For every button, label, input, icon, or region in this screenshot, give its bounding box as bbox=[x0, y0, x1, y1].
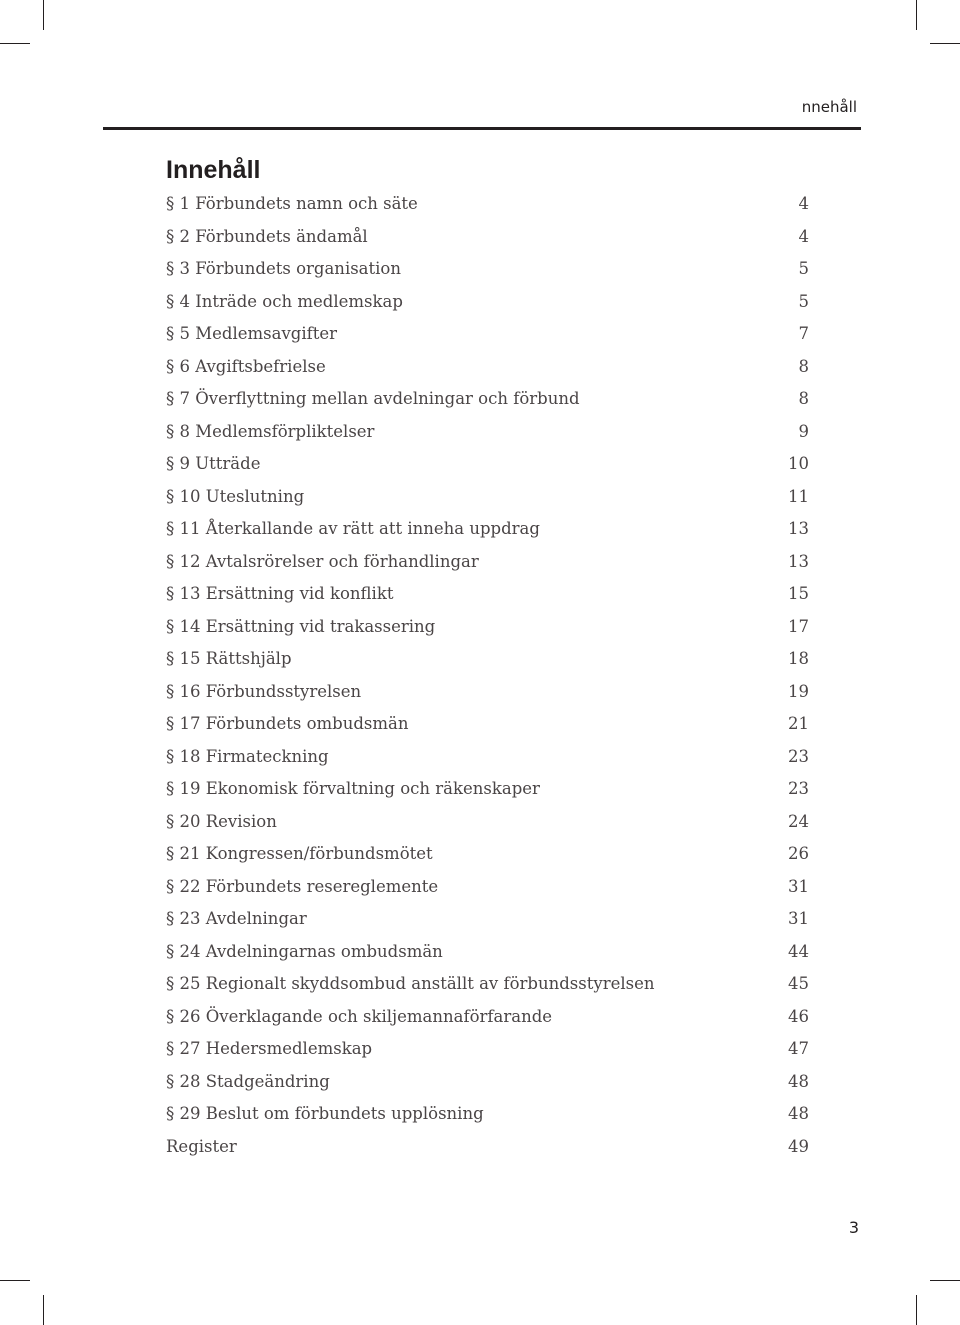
toc-entry-label: § 25 Regionalt skyddsombud anställt av förbundsstyrelsen bbox=[166, 974, 655, 993]
toc-entry-label: § 22 Förbundets resereglemente bbox=[166, 876, 439, 896]
toc-entry-page: 5 bbox=[798, 291, 809, 311]
toc-entry-page: 49 bbox=[788, 1136, 809, 1156]
toc-entry-page: 4 bbox=[798, 194, 809, 213]
toc-entry-page: 13 bbox=[788, 519, 809, 538]
toc-entry-page: 46 bbox=[788, 1006, 809, 1026]
toc-entry-label: § 7 Överflyttning mellan avdelningar och förbund bbox=[166, 389, 580, 408]
toc-entry-page: 31 bbox=[788, 909, 809, 928]
toc-entry bbox=[166, 714, 809, 747]
toc-entry bbox=[166, 519, 809, 552]
toc-entry bbox=[166, 909, 809, 942]
toc-list bbox=[166, 194, 809, 1169]
toc-entry bbox=[166, 292, 809, 325]
running-head: nnehåll bbox=[801, 98, 857, 116]
toc-entry bbox=[166, 812, 809, 845]
toc-entry bbox=[166, 974, 809, 1007]
toc-entry-label: § 16 Förbundsstyrelsen bbox=[166, 681, 362, 701]
toc-entry-page: 23 bbox=[788, 746, 809, 766]
toc-entry-page: 7 bbox=[798, 324, 809, 343]
crop-mark-bottom-right-horizontal bbox=[930, 1280, 960, 1281]
toc-entry-page: 18 bbox=[788, 649, 809, 668]
toc-entry-page: 47 bbox=[788, 1039, 809, 1058]
toc-entry-page: 8 bbox=[798, 356, 809, 376]
toc-entry bbox=[166, 259, 809, 292]
toc-entry-page: 10 bbox=[788, 454, 809, 473]
toc-entry-page: 45 bbox=[788, 974, 809, 993]
toc-entry-label: § 10 Uteslutning bbox=[166, 486, 305, 506]
toc-entry bbox=[166, 649, 809, 682]
toc-entry-page: 31 bbox=[788, 876, 809, 896]
toc-entry-page: 19 bbox=[788, 681, 809, 701]
toc-entry-label: § 29 Beslut om förbundets upplösning bbox=[166, 1104, 484, 1123]
toc-entry bbox=[166, 357, 809, 390]
toc-entry bbox=[166, 1137, 809, 1170]
toc-entry-label: § 1 Förbundets namn och säte bbox=[166, 194, 418, 213]
crop-mark-top-left-horizontal bbox=[0, 43, 30, 44]
toc-entry-page: 5 bbox=[798, 259, 809, 278]
toc-entry bbox=[166, 877, 809, 910]
crop-mark-bottom-left-vertical bbox=[43, 1295, 44, 1325]
toc-entry bbox=[166, 747, 809, 780]
toc-entry bbox=[166, 1104, 809, 1137]
header-rule bbox=[103, 127, 861, 130]
toc-entry bbox=[166, 617, 809, 650]
crop-mark-bottom-left-horizontal bbox=[0, 1280, 30, 1281]
toc-entry bbox=[166, 1072, 809, 1105]
toc-entry-page: 15 bbox=[788, 584, 809, 603]
toc-entry-label: § 3 Förbundets organisation bbox=[166, 259, 401, 278]
toc-entry bbox=[166, 227, 809, 260]
toc-entry-label: Register bbox=[166, 1136, 237, 1156]
toc-entry-page: 26 bbox=[788, 844, 809, 863]
toc-entry bbox=[166, 324, 809, 357]
toc-entry-page: 17 bbox=[788, 616, 809, 636]
toc-entry-page: 11 bbox=[788, 486, 809, 506]
page-number: 3 bbox=[848, 1218, 859, 1237]
toc-entry-label: § 17 Förbundets ombudsmän bbox=[166, 714, 409, 733]
toc-entry-label: § 27 Hedersmedlemskap bbox=[166, 1039, 373, 1058]
toc-entry bbox=[166, 1007, 809, 1040]
toc-entry-label: § 5 Medlemsavgifter bbox=[166, 324, 338, 343]
toc-entry-label: § 9 Utträde bbox=[166, 454, 261, 473]
toc-entry-label: § 23 Avdelningar bbox=[166, 909, 307, 928]
toc-entry-label: § 19 Ekonomisk förvaltning och räkenskaper bbox=[166, 779, 540, 798]
toc-entry bbox=[166, 194, 809, 227]
crop-mark-top-right-vertical bbox=[916, 0, 917, 30]
toc-entry-label: § 26 Överklagande och skiljemannaförfarande bbox=[166, 1006, 553, 1026]
toc-title: Innehåll bbox=[166, 156, 261, 184]
toc-entry-label: § 13 Ersättning vid konflikt bbox=[166, 584, 394, 603]
toc-entry-page: 48 bbox=[788, 1104, 809, 1123]
toc-entry-label: § 12 Avtalsrörelser och förhandlingar bbox=[166, 551, 479, 571]
toc-entry-label: § 24 Avdelningarnas ombudsmän bbox=[166, 941, 443, 961]
toc-entry-page: 24 bbox=[788, 811, 809, 831]
toc-entry bbox=[166, 389, 809, 422]
crop-mark-top-right-horizontal bbox=[930, 43, 960, 44]
toc-entry-label: § 15 Rättshjälp bbox=[166, 649, 292, 668]
toc-entry-label: § 11 Återkallande av rätt att inneha uppdrag bbox=[166, 519, 540, 538]
toc-entry-page: 23 bbox=[788, 779, 809, 798]
toc-entry-label: § 28 Stadgeändring bbox=[166, 1071, 330, 1091]
toc-entry bbox=[166, 422, 809, 455]
toc-entry bbox=[166, 682, 809, 715]
toc-entry-label: § 18 Firmateckning bbox=[166, 746, 329, 766]
toc-entry-label: § 2 Förbundets ändamål bbox=[166, 226, 368, 246]
toc-entry-page: 8 bbox=[798, 389, 809, 408]
toc-entry-page: 44 bbox=[788, 941, 809, 961]
toc-entry bbox=[166, 552, 809, 585]
toc-entry bbox=[166, 1039, 809, 1072]
toc-entry bbox=[166, 487, 809, 520]
crop-mark-bottom-right-vertical bbox=[916, 1295, 917, 1325]
toc-entry bbox=[166, 454, 809, 487]
toc-entry-label: § 14 Ersättning vid trakassering bbox=[166, 616, 436, 636]
toc-entry bbox=[166, 942, 809, 975]
toc-entry-label: § 4 Inträde och medlemskap bbox=[166, 291, 403, 311]
toc-entry bbox=[166, 844, 809, 877]
toc-entry-label: § 21 Kongressen/förbundsmötet bbox=[166, 844, 433, 863]
toc-entry-label: § 8 Medlemsförpliktelser bbox=[166, 421, 375, 441]
toc-entry-page: 9 bbox=[798, 421, 809, 441]
toc-entry-page: 48 bbox=[788, 1071, 809, 1091]
toc-entry-page: 21 bbox=[788, 714, 809, 733]
toc-entry bbox=[166, 584, 809, 617]
toc-entry bbox=[166, 779, 809, 812]
toc-entry-label: § 6 Avgiftsbefrielse bbox=[166, 356, 326, 376]
crop-mark-top-left-vertical bbox=[43, 0, 44, 30]
toc-entry-page: 4 bbox=[798, 226, 809, 246]
toc-entry-page: 13 bbox=[788, 551, 809, 571]
toc-entry-label: § 20 Revision bbox=[166, 811, 277, 831]
